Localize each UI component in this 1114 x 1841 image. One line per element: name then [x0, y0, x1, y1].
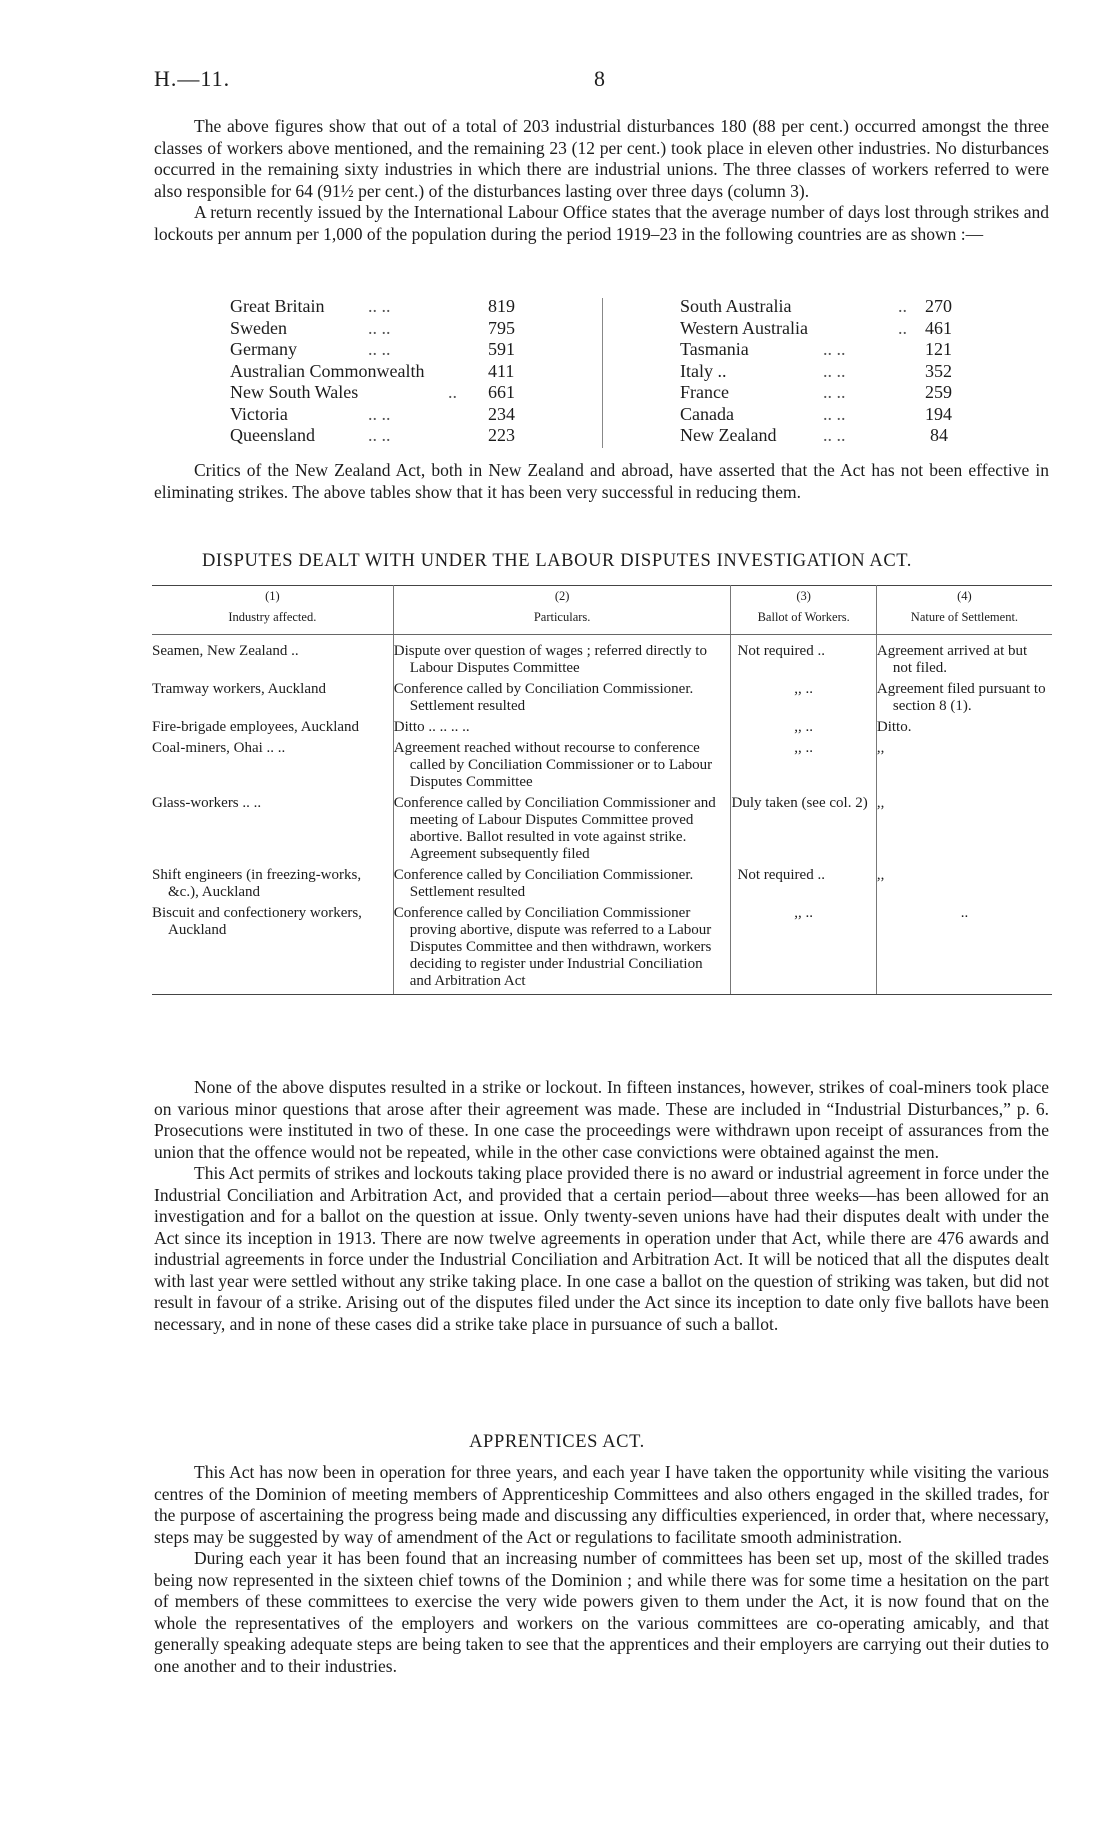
- country-row: Italy .. .. .. 352: [680, 360, 952, 381]
- settlement-cell: Agreement arrived at but not filed.: [876, 643, 1028, 676]
- industry-cell: Glass-workers .. ..: [152, 793, 393, 865]
- paragraph: This Act permits of strikes and lockouts taking place provided there is no award or industrial agreement in force under the Industrial Conciliation and Arbitration Act, and provided that a certain period—about three weeks—has been allowed for an investigation and for a ballot on the question at issue. Only twenty-seven unions have had their disputes dealt with under the Act since its inception in 1913. There are now twelve agreements in operation under that Act, while there are 476 awards and industrial agreements in force under the Industrial Conciliation and Arbitration Act. It will be noticed that all the disputes dealt with last year were settled without any strike taking place. In one case a ballot on the question of striking was taken, but did not result in favour of a strike. Arising out of the disputes filed under the Act since its inception to date only five ballots have been necessary, and in none of these cases did a strike take place in pursuance of such a ballot.: [154, 1163, 1049, 1334]
- settlement-cell: Ditto.: [876, 719, 912, 735]
- paragraph: A return recently issued by the International Labour Office states that the average number of days lost through strikes and lockouts per annum per 1,000 of the population during the period 1919–23 in the following countries are as shown :—: [154, 202, 1049, 244]
- industry-cell: Fire-brigade employees, Auckland: [152, 717, 393, 738]
- table-row: [152, 738, 1052, 793]
- intro-text: [154, 116, 1049, 245]
- settlement-cell: Agreement filed pursuant to section 8 (1).: [876, 681, 1046, 714]
- paragraph: None of the above disputes resulted in a strike or lockout. In fifteen instances, however, strikes of coal-miners took place on various minor questions that arose after their agreement was made. These are included in “Industrial Disturbances,” p. 6. Prosecutions were instituted in two of these. In one case the proceedings were withdrawn upon receipt of assurances from the union that the offence would not be repeated, while in the other case convictions were obtained against the men.: [154, 1077, 1049, 1162]
- country-row: New Zealand .. .. 84: [680, 425, 948, 445]
- table-row: [152, 717, 1052, 738]
- country-row: Germany .. .. 591: [230, 339, 515, 359]
- column-header: Ballot of Workers.: [731, 607, 876, 635]
- after-table-text: [154, 1077, 1049, 1335]
- ballot-cell: Duly taken (see col. 2): [731, 793, 876, 865]
- country-row: Australian Commonwealth 411: [230, 360, 515, 381]
- country-row: Western Australia .. 461: [680, 317, 952, 338]
- ballot-cell: Not required ..: [731, 635, 876, 680]
- ballot-cell: Not required ..: [731, 865, 876, 903]
- table-row: [152, 865, 1052, 903]
- table-column-numbers: [152, 586, 1052, 608]
- ballot-cell: ,, ..: [731, 679, 876, 717]
- countries-right-column: [680, 296, 990, 447]
- table-row: [152, 903, 1052, 995]
- particulars-cell: Conference called by Conciliation Commissioner. Settlement resulted: [393, 679, 731, 717]
- settlement-cell: ,,: [876, 795, 885, 811]
- column-number: (2): [393, 586, 731, 608]
- ballot-cell: ,, ..: [731, 738, 876, 793]
- country-row: South Australia .. 270: [680, 296, 952, 316]
- critics-text: [154, 460, 1049, 503]
- table-row: [152, 679, 1052, 717]
- paragraph: This Act has now been in operation for three years, and each year I have taken the opportunity while visiting the various centres of the Dominion of meeting members of Apprenticeship Committees and also others engaged in the skilled trades, for the purpose of ascertaining the progress being made and discussing any difficulties experienced, in order that, where necessary, steps may be suggested by way of amendment of the Act or regulations to facilitate smooth administration.: [154, 1462, 1049, 1547]
- industry-cell: Coal-miners, Ohai .. ..: [152, 738, 393, 793]
- document-reference: H.—11.: [154, 66, 231, 91]
- particulars-cell: Agreement reached without recourse to conference called by Conciliation Commissioner or to Labour Disputes Committee: [393, 738, 731, 793]
- country-row: Queensland .. .. 223: [230, 425, 515, 445]
- particulars-cell: Conference called by Conciliation Commissioner and meeting of Labour Disputes Committee proved abortive. Ballot resulted in vote against strike. Agreement subsequently filed: [393, 793, 731, 865]
- paragraph: Critics of the New Zealand Act, both in New Zealand and abroad, have asserted that the Act has not been effective in eliminating strikes. The above tables show that it has been very successful in reducing them.: [154, 460, 1049, 502]
- table-row: [152, 635, 1052, 680]
- disputes-table: [152, 585, 1052, 995]
- industry-cell: Seamen, New Zealand ..: [152, 635, 393, 680]
- apprentices-text: [154, 1462, 1049, 1677]
- country-row: Sweden .. .. 795: [230, 317, 515, 338]
- particulars-cell: Ditto .. .. .. ..: [393, 717, 731, 738]
- country-row: Tasmania .. .. 121: [680, 339, 952, 359]
- particulars-cell: Conference called by Conciliation Commissioner proving abortive, dispute was referred to a Labour Disputes Committee and then withdrawn, workers deciding to register under Industrial Conciliation and Arbitration Act: [393, 903, 731, 995]
- column-header: Nature of Settlement.: [876, 607, 1052, 635]
- table-row: [152, 793, 1052, 865]
- country-row: France .. .. 259: [680, 382, 952, 402]
- settlement-cell: ,,: [876, 740, 885, 756]
- paragraph: During each year it has been found that an increasing number of committees has been set up, most of the skilled trades being now represented in the sixteen chief towns of the Dominion ; and while there was for some time a hesitation on the part of members of these committees to exercise the very wide powers given to them under the Act, it is now found that on the whole the representatives of the employers and workers on the various committees are co-operating amicably, and that generally speaking adequate steps are being taken to see that the apprentices and their employers are carrying out their duties to one another and to their industries.: [154, 1548, 1049, 1676]
- page-number: 8: [594, 66, 605, 91]
- column-header: Industry affected.: [152, 607, 393, 635]
- countries-left-column: [230, 296, 570, 447]
- apprentices-heading: APPRENTICES ACT.: [469, 1432, 645, 1452]
- country-row: Victoria .. .. 234: [230, 403, 515, 424]
- industry-cell: Shift engineers (in freezing-works, &c.), Auckland: [152, 865, 393, 903]
- column-number: (1): [152, 586, 393, 608]
- column-header: Particulars.: [393, 607, 731, 635]
- countries-stats-table: [230, 296, 990, 456]
- country-row: New South Wales .. 661: [230, 382, 515, 402]
- ballot-cell: ,, ..: [731, 717, 876, 738]
- table-header-row: [152, 607, 1052, 635]
- settlement-cell: ,,: [876, 867, 885, 883]
- column-number: (3): [731, 586, 876, 608]
- industry-cell: Tramway workers, Auckland: [152, 679, 393, 717]
- settlement-cell: ..: [876, 903, 1052, 995]
- particulars-cell: Conference called by Conciliation Commissioner. Settlement resulted: [393, 865, 731, 903]
- column-divider: [602, 298, 603, 448]
- country-row: Canada .. .. 194: [680, 403, 952, 424]
- particulars-cell: Dispute over question of wages ; referred directly to Labour Disputes Committee: [393, 635, 731, 680]
- ballot-cell: ,, ..: [731, 903, 876, 995]
- column-number: (4): [876, 586, 1052, 608]
- paragraph: The above figures show that out of a total of 203 industrial disturbances 180 (88 per cent.) occurred amongst the three classes of workers above mentioned, and the remaining 23 (12 per cent.) took place in eleven other industries. No disturbances occurred in the remaining sixty industries in which there are industrial unions. The three classes of workers referred to were also responsible for 64 (91½ per cent.) of the disturbances lasting over three days (column 3).: [154, 116, 1049, 201]
- disputes-heading: DISPUTES DEALT WITH UNDER THE LABOUR DISPUTES INVESTIGATION ACT.: [201, 551, 913, 571]
- country-row: Great Britain .. .. 819: [230, 296, 515, 316]
- industry-cell: Biscuit and confectionery workers, Auckland: [152, 903, 393, 995]
